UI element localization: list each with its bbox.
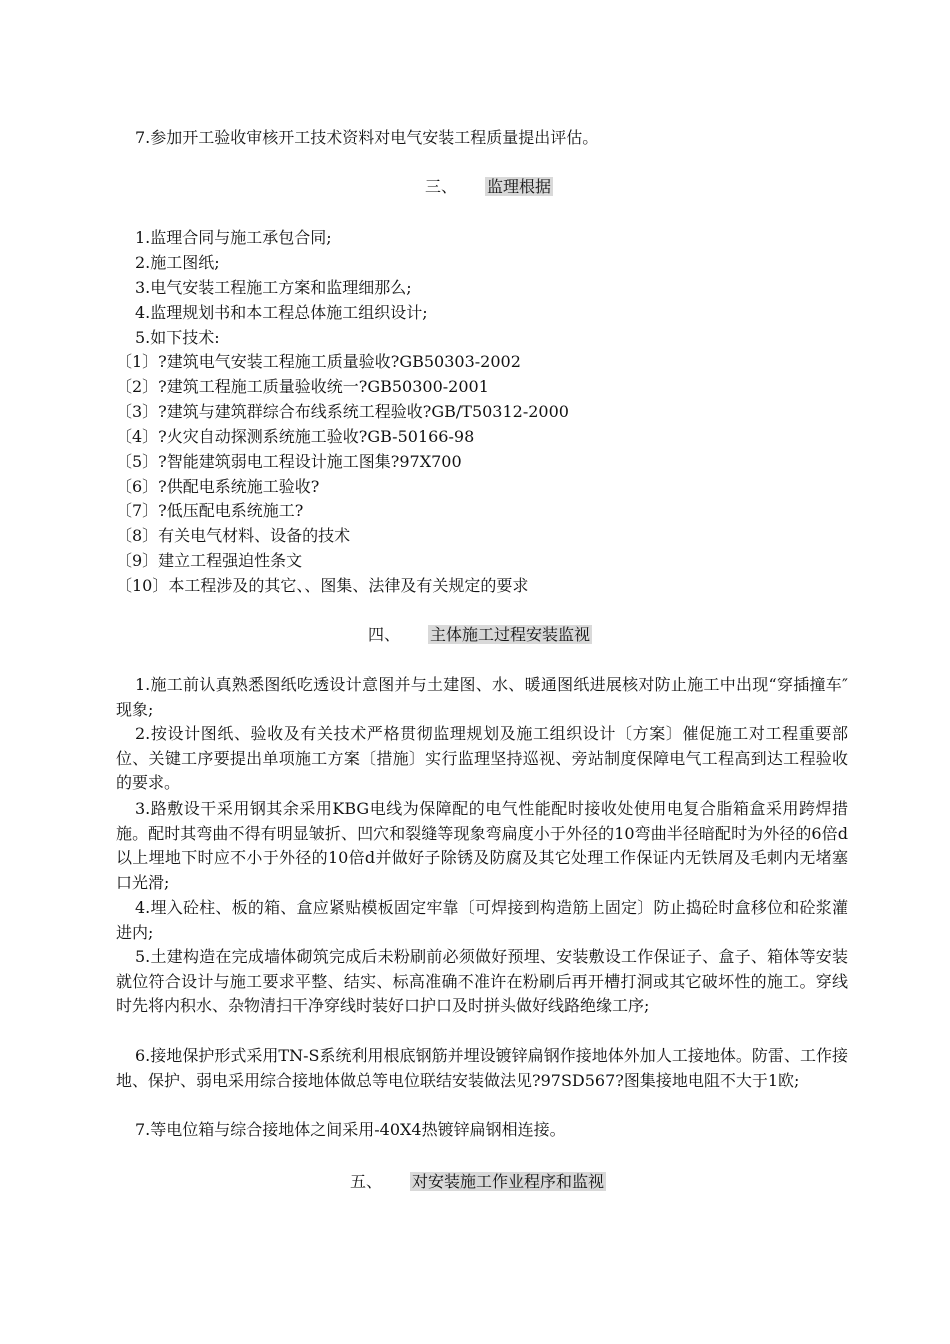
section-4-title: 主体施工过程安装监视 <box>430 625 591 644</box>
standard-item: 〔9〕建立工程强迫性条文 <box>116 551 303 570</box>
section-5-number: 五、 <box>350 1172 383 1191</box>
standard-item: 〔1〕?建筑电气安装工程施工质量验收?GB50303-2002 <box>116 352 521 371</box>
supervision-paragraph: 7.等电位箱与综合接地体之间采用-40X4热镀锌扁钢相连接。 <box>135 1120 566 1139</box>
standard-item: 〔6〕?供配电系统施工验收? <box>116 477 320 496</box>
supervision-paragraph: 6.接地保护形式采用TN-S系统利用根底钢筋并埋设镀锌扁钢作接地体外加人工接地体。防雷、工作接地、保护、弱电采用综合接地体做总等电位联结安装做法见?97SD567?图集接地电阻不大于1欧; <box>116 1046 848 1090</box>
basis-item: 1.监理合同与施工承包合同; <box>135 228 332 247</box>
supervision-paragraph: 3.路敷设干采用钢其余采用KBG电线为保障配的电气性能配时接收处使用电复合脂箱盒采用跨焊措施。配时其弯曲不得有明显皱折、凹穴和裂缝等现象弯扁度小于外径的10弯曲半径暗配时为外径的6倍d以上埋地下时应不小于外径的10倍d并做好子除锈及防腐及其它处理工作保证内无铁屑及毛刺内无堵塞口光滑; <box>116 799 848 892</box>
section-3-heading <box>425 174 553 200</box>
supervision-paragraph: 4.埋入砼柱、板的箱、盒应紧贴模板固定牢靠〔可焊接到构造筋上固定〕防止捣砼时盒移位和砼浆灌进内; <box>116 898 848 942</box>
standard-item: 〔4〕?火灾自动探测系统施工验收?GB-50166-98 <box>116 427 475 446</box>
standard-item: 〔2〕?建筑工程施工质量验收统一?GB50300-2001 <box>116 377 489 396</box>
standard-item: 〔7〕?低压配电系统施工? <box>116 501 304 520</box>
supervision-paragraph: 1.施工前认真熟悉图纸吃透设计意图并与土建图、水、暖通图纸进展核对防止施工中出现“穿插撞车″现象; <box>116 675 848 719</box>
basis-item: 2.施工图纸; <box>135 253 220 272</box>
basis-item: 4.监理规划书和本工程总体施工组织设计; <box>135 303 428 322</box>
supervision-paragraph: 5.土建构造在完成墙体砌筑完成后未粉刷前必须做好预埋、安装敷设工作保证子、盒子、箱体等安装就位符合设计与施工要求平整、结实、标高准确不准许在粉刷后再开槽打洞或其它破坏性的施工。穿线时先将内积水、杂物清扫干净穿线时装好口护口及时拼头做好线路绝缘工序; <box>116 947 848 1015</box>
standard-item: 〔3〕?建筑与建筑群综合布线系统工程验收?GB/T50312-2000 <box>116 402 569 421</box>
intro-list-item: 7.参加开工验收审核开工技术资料对电气安装工程质量提出评估。 <box>135 128 599 147</box>
section-3-number: 三、 <box>425 177 458 196</box>
section-5-heading <box>350 1169 606 1195</box>
basis-item: 5.如下技术: <box>135 328 220 347</box>
standard-item: 〔8〕有关电气材料、设备的技术 <box>116 526 351 545</box>
section-4-number: 四、 <box>368 625 401 644</box>
section-5-title: 对安装施工作业程序和监视 <box>412 1172 605 1191</box>
standard-item: 〔10〕本工程涉及的其它、、图集、法律及有关规定的要求 <box>116 576 529 595</box>
supervision-paragraph: 2.按设计图纸、验收及有关技术严格贯彻监理规划及施工组织设计〔方案〕催促施工对工程重要部位、关键工序要提出单项施工方案〔措施〕实行监理坚持巡视、旁站制度保障电气工程高到达工程验收的要求。 <box>116 724 848 792</box>
standard-item: 〔5〕?智能建筑弱电工程设计施工图集?97X700 <box>116 452 462 471</box>
section-4-heading <box>368 622 592 648</box>
section-3-title: 监理根据 <box>487 177 552 196</box>
basis-item: 3.电气安装工程施工方案和监理细那么; <box>135 278 412 297</box>
